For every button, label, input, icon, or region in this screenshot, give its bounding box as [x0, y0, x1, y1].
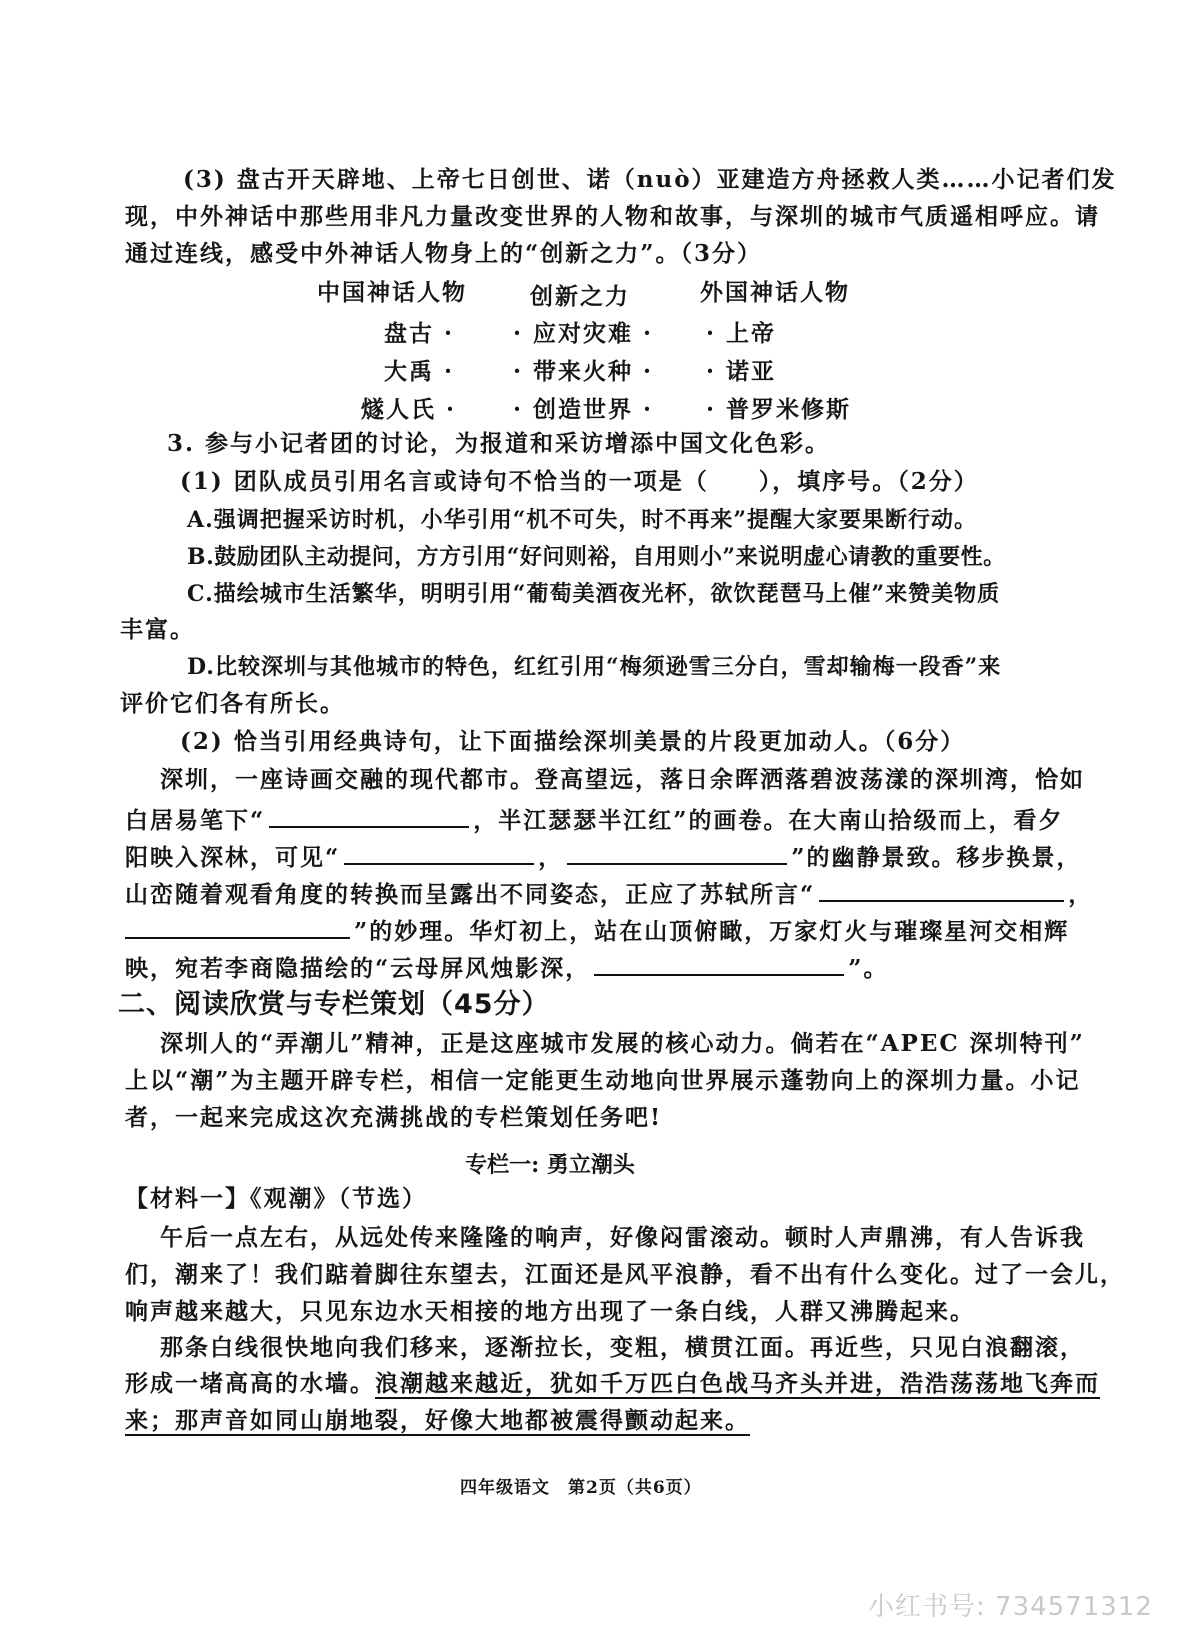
header-power: 创新之力: [530, 283, 630, 310]
fill-para-line-2: [125, 800, 1063, 838]
chinese-item[interactable]: 盘古 ·: [384, 320, 455, 347]
passage-line: 响声越来越大，只见东边水天相接的地方出现了一条白线，人群又沸腾起来。: [125, 1298, 975, 1325]
fill-text: ，: [538, 844, 564, 871]
fill-text: ，: [1068, 881, 1094, 908]
passage-text: 形成一堵高高的水墙。: [125, 1370, 375, 1397]
q3-sub1: (1) 团队成员引用名言或诗句不恰当的一项是（ ），填序号。（2分）: [180, 468, 979, 495]
power-item[interactable]: · 创造世界 ·: [513, 396, 654, 423]
fill-text: ”的妙理。华灯初上，站在山顶俯瞰，万家灯火与璀璨星河交相辉: [354, 918, 1070, 945]
chinese-item[interactable]: 大禹 ·: [384, 358, 455, 385]
fill-text: 映，宛若李商隐描绘的“云母屏风烛影深，: [125, 955, 591, 982]
q3-line-3: 通过连线，感受中外神话人物身上的“创新之力”。（3分）: [125, 240, 762, 267]
fill-para-line-1: 深圳，一座诗画交融的现代都市。登高望远，落日余晖洒落碧波荡漾的深圳湾，恰如: [160, 766, 1085, 793]
material-label: 【材料一】《观潮》（节选）: [125, 1185, 427, 1212]
passage-line: 们，潮来了！我们踮着脚往东望去，江面还是风平浪静，看不出有什么变化。过了一会儿，: [125, 1261, 1125, 1288]
section-title: 二、阅读欣赏与专栏策划（45分）: [118, 989, 550, 1020]
section-intro-1: 深圳人的“弄潮儿”精神，正是这座城市发展的核心动力。倘若在“APEC 深圳特刊”: [160, 1030, 1085, 1057]
option-c[interactable]: C.描绘城市生活繁华，明明引用“葡萄美酒夜光杯，欲饮琵琶马上催”来赞美物质: [187, 581, 1001, 607]
option-d-cont: 评价它们各有所长。: [120, 690, 345, 717]
option-c-cont: 丰富。: [120, 616, 195, 643]
blank-5[interactable]: [125, 911, 350, 939]
fill-text: ，半江瑟瑟半江红”的画卷。在大南山拾级而上，看夕: [473, 807, 1064, 834]
blank-4[interactable]: [819, 874, 1064, 902]
fill-para-line-6: [125, 948, 888, 986]
section-intro-3: 者，一起来完成这次充满挑战的专栏策划任务吧!: [125, 1104, 663, 1131]
passage-line: 午后一点左右，从远处传来隆隆的响声，好像闷雷滚动。顿时人声鼎沸，有人告诉我: [160, 1224, 1085, 1251]
fill-text: ”。: [848, 955, 889, 982]
passage-line: [125, 1367, 1100, 1401]
fill-text: ”的幽静景致。移步换景，: [791, 844, 1082, 871]
foreign-item[interactable]: · 上帝: [706, 320, 777, 347]
fill-para-line-3: [125, 837, 1081, 875]
q3-line-1: (3) 盘古开天辟地、上帝七日创世、诺（nuò）亚建造方舟拯救人类……小记者们发: [183, 166, 1117, 193]
fill-para-line-5: [125, 911, 1069, 949]
fill-text: 白居易笔下“: [125, 807, 266, 834]
header-chinese: 中国神话人物: [317, 279, 467, 306]
fill-text: 阳映入深林，可见“: [125, 844, 341, 871]
blank-1[interactable]: [269, 800, 469, 828]
page-footer: 四年级语文 第2页（共6页）: [460, 1478, 702, 1498]
passage-line: 那条白线很快地向我们移来，逐渐拉长，变粗，横贯江面。再近些，只见白浪翻滚，: [160, 1334, 1085, 1361]
header-foreign: 外国神话人物: [700, 279, 850, 306]
q3-line-2: 现，中外神话中那些用非凡力量改变世界的人物和故事，与深圳的城市气质遥相呼应。请: [125, 203, 1100, 230]
option-b[interactable]: B.鼓励团队主动提问，方方引用“好问则裕，自用则小”来说明虚心请教的重要性。: [187, 544, 1006, 570]
q3-title: 3. 参与小记者团的讨论，为报道和采访增添中国文化色彩。: [167, 430, 831, 457]
blank-3[interactable]: [567, 837, 787, 865]
watermark: 小红书号: 734571312: [868, 1592, 1153, 1622]
fill-para-line-4: [125, 874, 1093, 912]
power-item[interactable]: · 应对灾难 ·: [513, 320, 654, 347]
foreign-item[interactable]: · 普罗米修斯: [706, 396, 852, 423]
passage-line: [125, 1404, 750, 1438]
section-intro-2: 上以“潮”为主题开辟专栏，相信一定能更生动地向世界展示蓬勃向上的深圳力量。小记: [125, 1067, 1081, 1094]
underlined-sentence: 来；那声音如同山崩地裂，好像大地都被震得颤动起来。: [125, 1407, 750, 1434]
power-item[interactable]: · 带来火种 ·: [513, 358, 654, 385]
fill-text: 山峦随着观看角度的转换而呈露出不同姿态，正应了苏轼所言“: [125, 881, 816, 908]
foreign-item[interactable]: · 诺亚: [706, 358, 777, 385]
blank-6[interactable]: [594, 948, 844, 976]
option-a[interactable]: A.强调把握采访时机，小华引用“机不可失，时不再来”提醒大家要果断行动。: [187, 507, 978, 533]
column-title: 专栏一: 勇立潮头: [465, 1152, 635, 1178]
underlined-sentence: 浪潮越来越近，犹如千万匹白色战马齐头并进，浩浩荡荡地飞奔而: [375, 1370, 1100, 1397]
blank-2[interactable]: [344, 837, 534, 865]
q3-sub2: (2) 恰当引用经典诗句，让下面描绘深圳美景的片段更加动人。（6分）: [180, 728, 966, 755]
option-d[interactable]: D.比较深圳与其他城市的特色，红红引用“梅须逊雪三分白，雪却输梅一段香”来: [187, 654, 1002, 680]
chinese-item[interactable]: 燧人氏 ·: [361, 396, 457, 423]
